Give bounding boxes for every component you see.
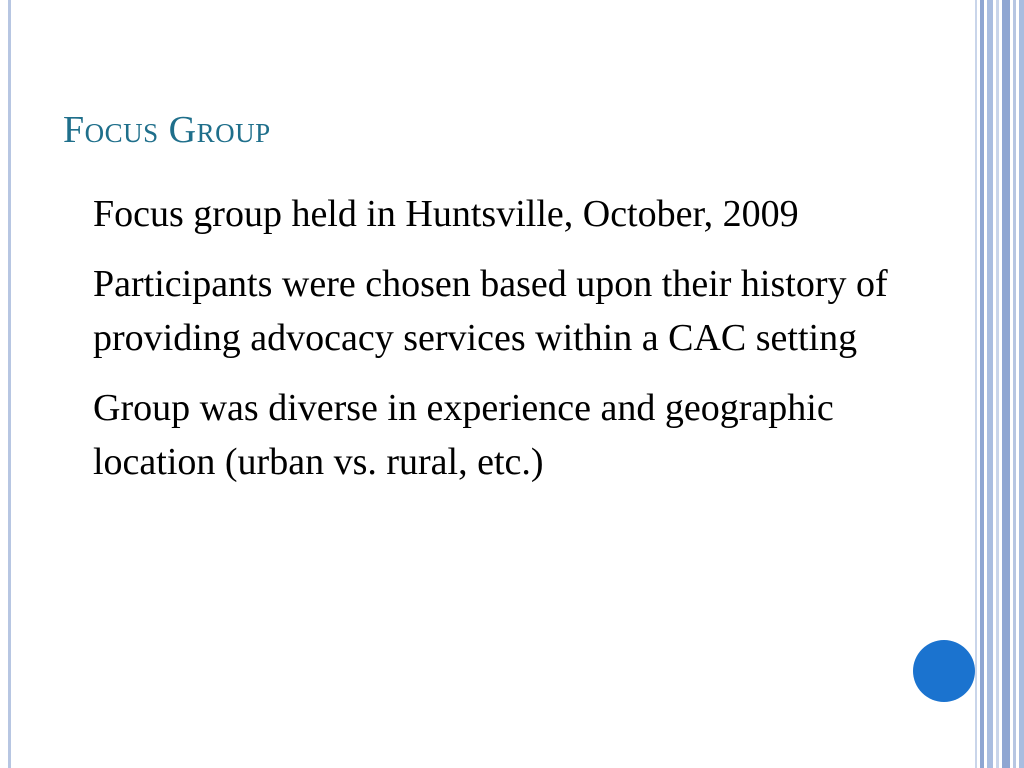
right-decor-stripe (975, 0, 977, 768)
left-border-line (8, 0, 11, 768)
bullet-item: Group was diverse in experience and geographic location (urban vs. rural, etc.) (93, 387, 834, 483)
right-decor-stripe (996, 0, 999, 768)
bullet-item: Participants were chosen based upon their history of providing advocacy services within a CAC setting (93, 263, 888, 359)
right-decor-stripe (1019, 0, 1024, 768)
right-decor-stripe (1002, 0, 1010, 768)
bullet-item: Focus group held in Huntsville, October, 2009 (93, 193, 799, 235)
slide-title: Focus Group (63, 109, 271, 151)
bullet-list (93, 187, 893, 505)
right-decor-stripe (1013, 0, 1016, 768)
accent-circle (913, 640, 975, 702)
right-decor-stripe (987, 0, 993, 768)
right-decor-stripe (980, 0, 984, 768)
